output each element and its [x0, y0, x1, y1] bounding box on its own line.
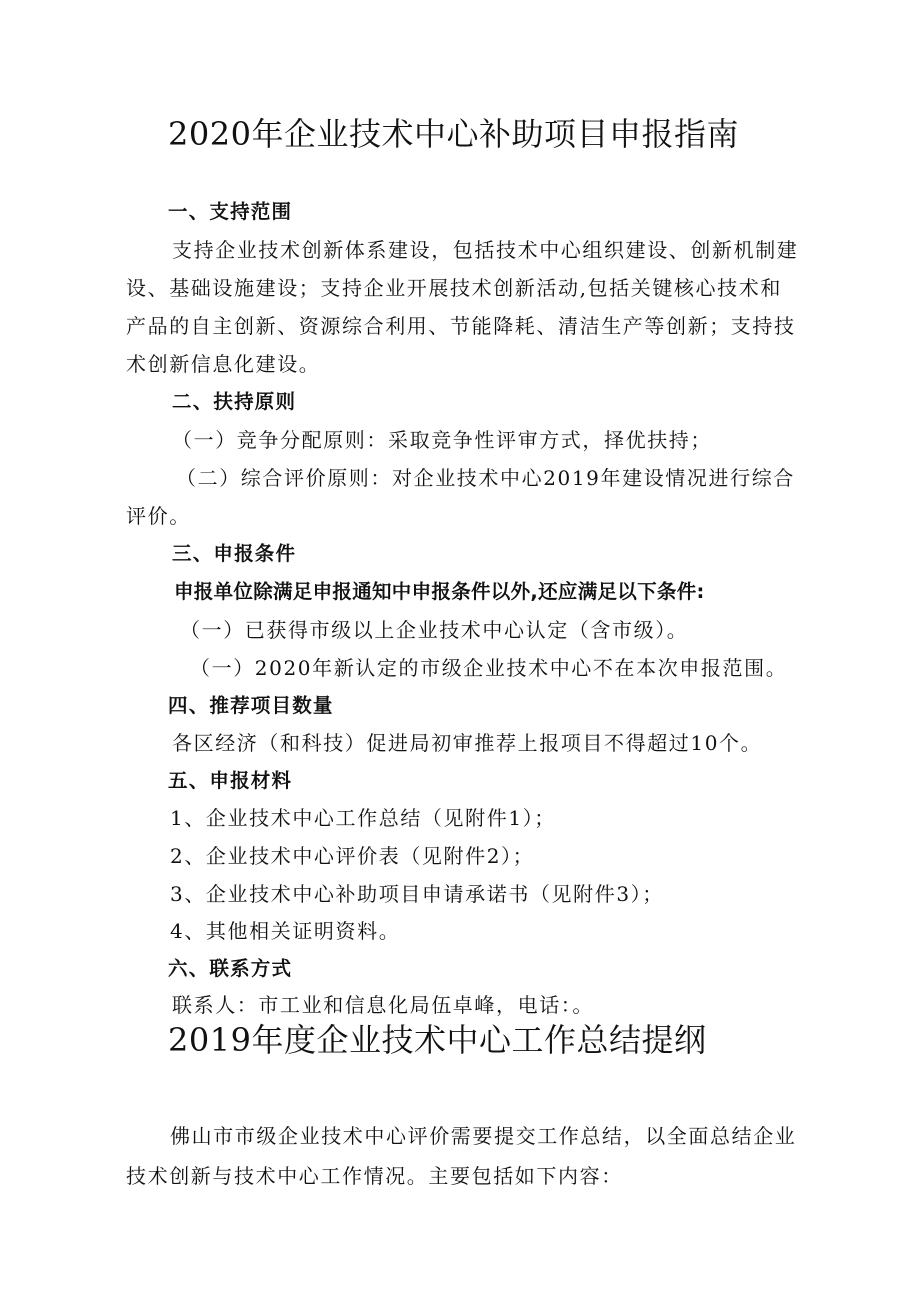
- paragraph-line: 3、企业技术中心补助项目申请承诺书（见附件3）；: [170, 882, 664, 906]
- paragraph-line: 设、基础设施建设；支持企业开展技术创新活动,包括关键核心技术和: [126, 276, 782, 300]
- section-heading: 一、支持范围: [168, 200, 293, 223]
- paragraph-line: 1、企业技术中心工作总结（见附件1）；: [170, 806, 556, 830]
- document-title: 2019年度企业技术中心工作总结提纲: [168, 1021, 707, 1059]
- paragraph-line: 佛山市市级企业技术中心评价需要提交工作总结，以全面总结企业: [170, 1124, 797, 1148]
- paragraph-line: （一）竞争分配原则：采取竞争性评审方式，择优扶持；: [172, 428, 712, 452]
- document-title: 2020年企业技术中心补助项目申报指南: [168, 115, 739, 153]
- section-heading: 六、联系方式: [168, 957, 293, 980]
- paragraph-line: （一）已获得市级以上企业技术中心认定（含市级）。: [180, 618, 689, 642]
- paragraph-line: （一）2020年新认定的市级企业技术中心不在本次申报范围。: [190, 656, 788, 680]
- section-heading: 五、申报材料: [168, 769, 293, 792]
- paragraph-line: 评价。: [126, 504, 191, 528]
- section-heading: 二、扶持原则: [172, 390, 297, 413]
- paragraph-line: 支持企业技术创新体系建设，包括技术中心组织建设、创新机制建: [172, 238, 799, 262]
- paragraph-line: 产品的自主创新、资源综合利用、节能降耗、清洁生产等创新；支持技: [126, 314, 796, 338]
- paragraph-line: 4、其他相关证明资料。: [170, 919, 401, 943]
- section-heading: 三、申报条件: [172, 542, 297, 565]
- paragraph-line: 技术创新与技术中心工作情况。主要包括如下内容：: [126, 1164, 623, 1188]
- paragraph-line: 联系人：市工业和信息化局伍卓峰，电话：。: [172, 993, 594, 1017]
- condition-lead: 申报单位除满足申报通知中申报条件以外,还应满足以下条件:: [174, 580, 705, 603]
- section-heading: 四、推荐项目数量: [168, 694, 334, 717]
- paragraph-line: 2、企业技术中心评价表（见附件2）；: [170, 844, 535, 868]
- paragraph-line: 各区经济（和科技）促进局初审推荐上报项目不得超过10个。: [172, 731, 763, 755]
- paragraph-line: （二）综合评价原则：对企业技术中心2019年建设情况进行综合: [176, 466, 795, 490]
- paragraph-line: 术创新信息化建设。: [126, 352, 321, 376]
